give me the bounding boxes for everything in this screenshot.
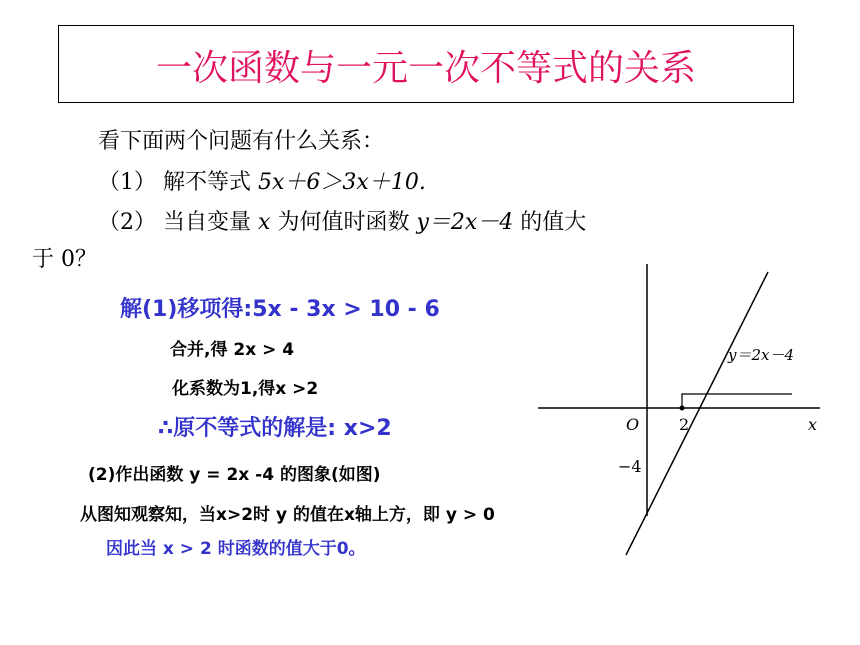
- question-2-variable: x: [258, 210, 271, 235]
- solution-step-3: 化系数为1,得x >2: [172, 379, 319, 399]
- question-2-text-c: 的值大: [520, 210, 587, 235]
- question-2-label: （2）: [98, 210, 156, 235]
- question-1-label: （1）: [98, 170, 156, 195]
- solution-step-7: 因此当 x > 2 时函数的值大于0。: [106, 539, 366, 559]
- solution-step-5: (2)作出函数 y = 2x -4 的图象(如图): [88, 465, 381, 485]
- x-axis-label: x: [808, 415, 818, 434]
- question-2-expression: y＝2x－4: [416, 210, 514, 235]
- problem-intro: 看下面两个问题有什么关系：: [98, 129, 385, 154]
- question-2-continuation: 于 0？: [32, 247, 97, 272]
- slide-title: 一次函数与一元一次不等式的关系: [155, 48, 696, 89]
- question-2-text-b: 为何值时函数: [277, 210, 410, 235]
- question-1-prefix: 解不等式: [163, 170, 252, 195]
- solution-step-6: 从图知观察知，当x>2时 y 的值在x轴上方，即 y > 0: [80, 505, 495, 525]
- x-intercept-point: [680, 406, 685, 411]
- y-tick-label: −4: [618, 457, 642, 476]
- x-tick-label: 2: [679, 415, 690, 434]
- question-2-text-a: 当自变量: [163, 210, 252, 235]
- solution-step-2: 合并,得 2x > 4: [170, 340, 295, 360]
- region-marker: [682, 394, 792, 408]
- solution-step-4: ∴原不等式的解是: x>2: [158, 416, 392, 441]
- origin-label: O: [626, 415, 640, 434]
- solution-step-1: 解(1)移项得:5x - 3x > 10 - 6: [120, 297, 440, 322]
- question-1-expression: 5x＋6＞3x＋10.: [258, 170, 426, 195]
- line-label: y＝2x－4: [728, 346, 795, 364]
